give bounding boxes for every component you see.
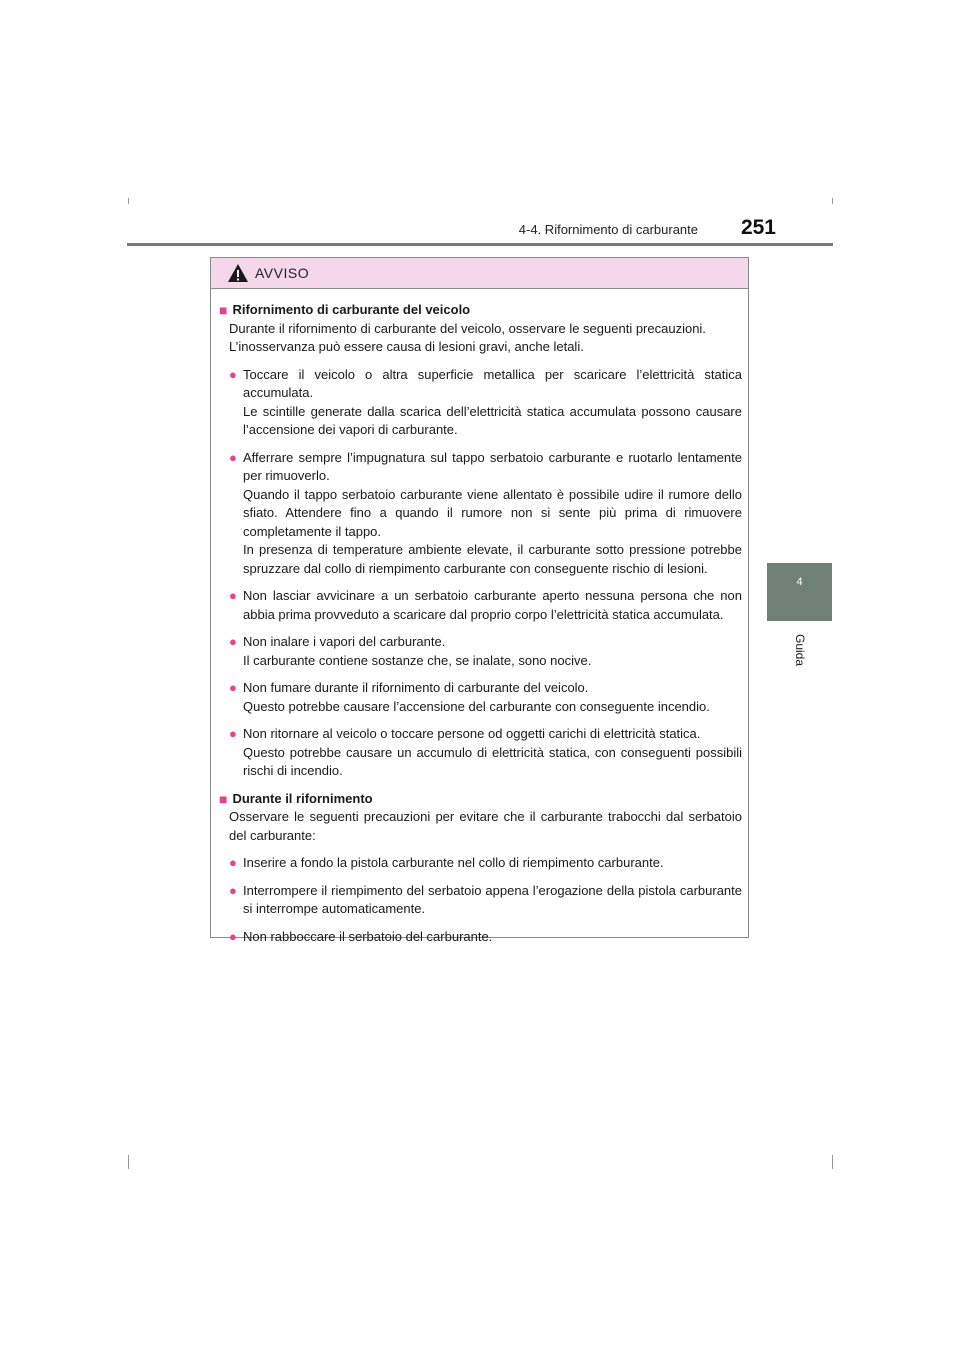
bullet-paragraph: Questo potrebbe causare l’accensione del carburante con conseguente incendio. — [243, 698, 710, 714]
warning-triangle-icon — [227, 263, 249, 283]
bullet-text — [243, 725, 742, 781]
bullet-item — [229, 679, 742, 716]
bullet-paragraph: Questo potrebbe causare un accumulo di elettricità statica, con conseguenti possibili rischi di incendio. — [243, 744, 742, 778]
crop-mark — [832, 198, 833, 204]
section-intro — [229, 808, 742, 845]
chapter-label-text: Guida — [793, 633, 807, 667]
bullet-paragraph: Non lasciar avvicinare a un serbatoio carburante aperto nessuna persona che non abbia prima provveduto a scaricare dal proprio corpo l’elettricità statica accumulata. — [243, 588, 742, 622]
square-bullet-icon: ■ — [219, 302, 228, 318]
bullet-item — [229, 449, 742, 579]
bullet-paragraph: Non fumare durante il rifornimento di carburante del veicolo. — [243, 680, 589, 695]
bullet-text — [243, 882, 742, 919]
bullet-item — [229, 366, 742, 440]
intro-paragraph: Osservare le seguenti precauzioni per evitare che il carburante trabocchi dal serbatoio del carburante: — [229, 809, 742, 843]
round-bullet-icon: ● — [229, 928, 237, 944]
round-bullet-icon: ● — [229, 726, 237, 741]
crop-mark — [128, 1155, 129, 1169]
round-bullet-icon: ● — [229, 449, 237, 465]
intro-paragraph: Durante il rifornimento di carburante del veicolo, osservare le seguenti precauzioni. — [229, 320, 706, 336]
section-heading-text: Rifornimento di carburante del veicolo — [232, 302, 471, 317]
round-bullet-icon: ● — [229, 855, 237, 870]
bullet-paragraph: Non rabboccare il serbatoio del carburante. — [243, 928, 493, 944]
bullet-text — [243, 633, 742, 670]
round-bullet-icon: ● — [229, 634, 237, 649]
bullet-paragraph: Il carburante contiene sostanze che, se inalate, sono nocive. — [243, 652, 592, 668]
round-bullet-icon: ● — [229, 680, 237, 695]
bullet-paragraph: In presenza di temperature ambiente elevate, il carburante sotto pressione potrebbe spruzzare dal collo di riempimento carburante con conseguente rischio di lesioni. — [243, 542, 742, 576]
bullet-paragraph: Non inalare i vapori del carburante. — [243, 634, 446, 649]
round-bullet-icon: ● — [229, 882, 237, 898]
bullet-text — [243, 854, 742, 873]
warning-title: AVVISO — [255, 265, 310, 281]
bullet-paragraph: Inserire a fondo la pistola carburante nel collo di riempimento carburante. — [243, 855, 664, 870]
bullet-text — [243, 449, 742, 579]
chapter-number: 4 — [796, 576, 803, 588]
section-intro — [229, 320, 742, 357]
bullet-item — [229, 633, 742, 670]
bullet-text — [243, 366, 742, 440]
section-heading — [219, 790, 742, 809]
section-heading-text: Durante il rifornimento — [232, 790, 373, 806]
bullet-item — [229, 587, 742, 624]
page-number: 251 — [740, 216, 776, 239]
bullet-text — [243, 587, 742, 624]
section-title: 4-4. Rifornimento di carburante — [518, 222, 698, 237]
intro-paragraph: L’inosservanza può essere causa di lesioni gravi, anche letali. — [229, 339, 584, 354]
bullet-item — [229, 882, 742, 919]
crop-mark — [128, 198, 129, 204]
bullet-paragraph: Non ritornare al veicolo o toccare persone od oggetti carichi di elettricità statica. — [243, 726, 701, 741]
bullet-paragraph: Afferrare sempre l’impugnatura sul tappo serbatoio carburante e ruotarlo lentamente per rimuoverlo. — [243, 449, 742, 483]
bullet-text — [243, 928, 742, 947]
bullet-paragraph: Toccare il veicolo o altra superficie metallica per scaricare l’elettricità statica accumulata. — [243, 366, 742, 400]
section-heading — [219, 301, 742, 320]
bullet-item — [229, 725, 742, 781]
bullet-paragraph: Le scintille generate dalla scarica dell’elettricità statica accumulata possono causare l’accensione dei vapori di carburante. — [243, 403, 742, 437]
square-bullet-icon: ■ — [219, 790, 228, 807]
round-bullet-icon: ● — [229, 366, 237, 382]
header-rule — [127, 243, 833, 246]
crop-mark — [832, 1155, 833, 1169]
bullet-item — [229, 928, 742, 947]
chapter-tab — [767, 563, 832, 621]
bullet-item — [229, 854, 742, 873]
bullet-paragraph: Interrompere il riempimento del serbatoio appena l’erogazione della pistola carburante si interrompe automaticamente. — [243, 882, 742, 916]
bullet-paragraph: Quando il tappo serbatoio carburante viene allentato è possibile udire il rumore dello sfiato. Attendere fino a quando il rumore non si sente più prima di rimuovere completamente il tappo. — [243, 486, 742, 539]
bullet-text — [243, 679, 742, 716]
warning-box — [210, 257, 749, 944]
round-bullet-icon: ● — [229, 588, 237, 603]
warning-body — [211, 289, 748, 946]
chapter-label — [770, 630, 830, 670]
warning-header — [211, 258, 748, 289]
